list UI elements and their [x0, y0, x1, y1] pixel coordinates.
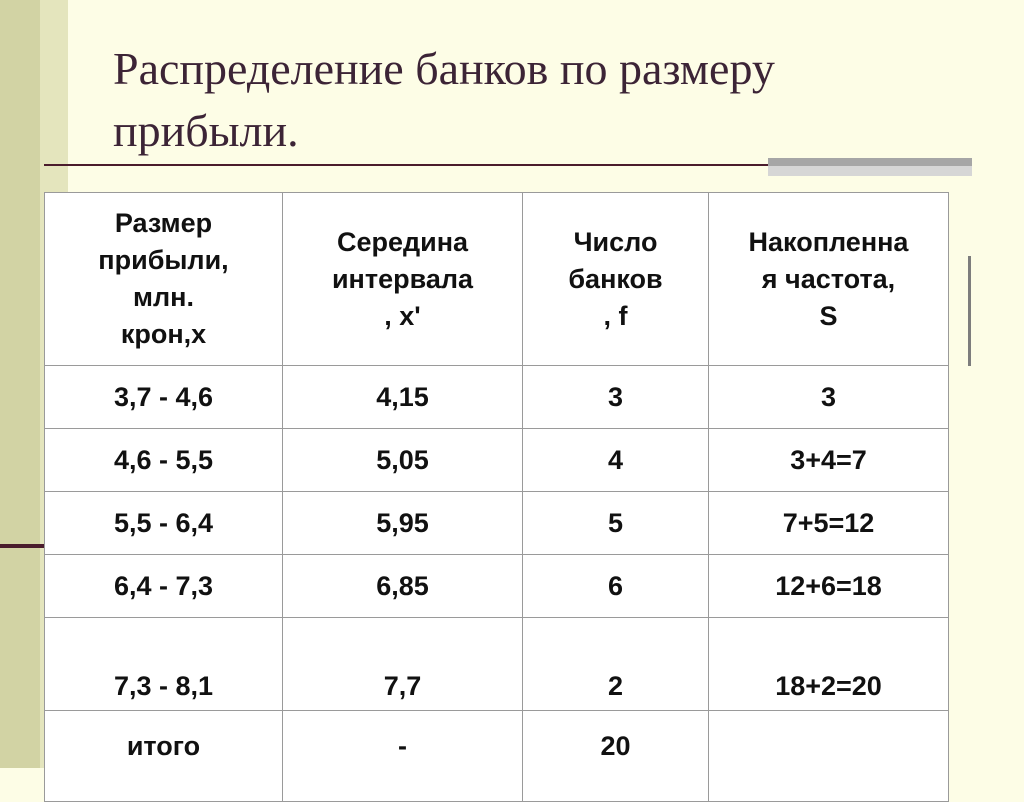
header-interval-midpoint: Середина интервала , x': [283, 193, 523, 366]
cell-midpoint: 6,85: [283, 555, 523, 618]
table-row: [45, 555, 949, 618]
cell-profit-range: 4,6 - 5,5: [45, 429, 283, 492]
cell-profit-range: 3,7 - 4,6: [45, 366, 283, 429]
cell-midpoint: 5,95: [283, 492, 523, 555]
cell-cumulative: 12+6=18: [709, 555, 949, 618]
cell-midpoint: 7,7: [283, 618, 523, 711]
cell-cumulative: 18+2=20: [709, 618, 949, 711]
cell-bank-count: 3: [523, 366, 709, 429]
cell-total-label: итого: [45, 711, 283, 802]
header-bank-count: Число банков , f: [523, 193, 709, 366]
title-underline-shadow: [768, 166, 972, 176]
cell-cumulative: 7+5=12: [709, 492, 949, 555]
right-edge-mark: [968, 256, 971, 366]
slide-title: Распределение банков по размеру прибыли.: [113, 43, 775, 156]
table-row: [45, 492, 949, 555]
cell-bank-count: 4: [523, 429, 709, 492]
cell-total-cumulative: [709, 711, 949, 802]
cell-total-midpoint: -: [283, 711, 523, 802]
cell-profit-range: 7,3 - 8,1: [45, 618, 283, 711]
cell-midpoint: 4,15: [283, 366, 523, 429]
title-underline-accent: [768, 158, 972, 166]
table-header-row: [45, 193, 949, 366]
table-total-row: [45, 711, 949, 802]
cell-cumulative: 3: [709, 366, 949, 429]
cell-midpoint: 5,05: [283, 429, 523, 492]
header-cumulative-frequency: Накопленна я частота, S: [709, 193, 949, 366]
frequency-table: [44, 192, 949, 802]
cell-bank-count: 2: [523, 618, 709, 711]
title-underline: [44, 164, 784, 166]
cell-bank-count: 6: [523, 555, 709, 618]
cell-total-bank-count: 20: [523, 711, 709, 802]
cell-profit-range: 5,5 - 6,4: [45, 492, 283, 555]
header-profit-size: Размер прибыли, млн. крон,x: [45, 193, 283, 366]
table-row: [45, 429, 949, 492]
table-row: [45, 618, 949, 711]
cell-profit-range: 6,4 - 7,3: [45, 555, 283, 618]
cell-bank-count: 5: [523, 492, 709, 555]
table-row: [45, 366, 949, 429]
cell-cumulative: 3+4=7: [709, 429, 949, 492]
